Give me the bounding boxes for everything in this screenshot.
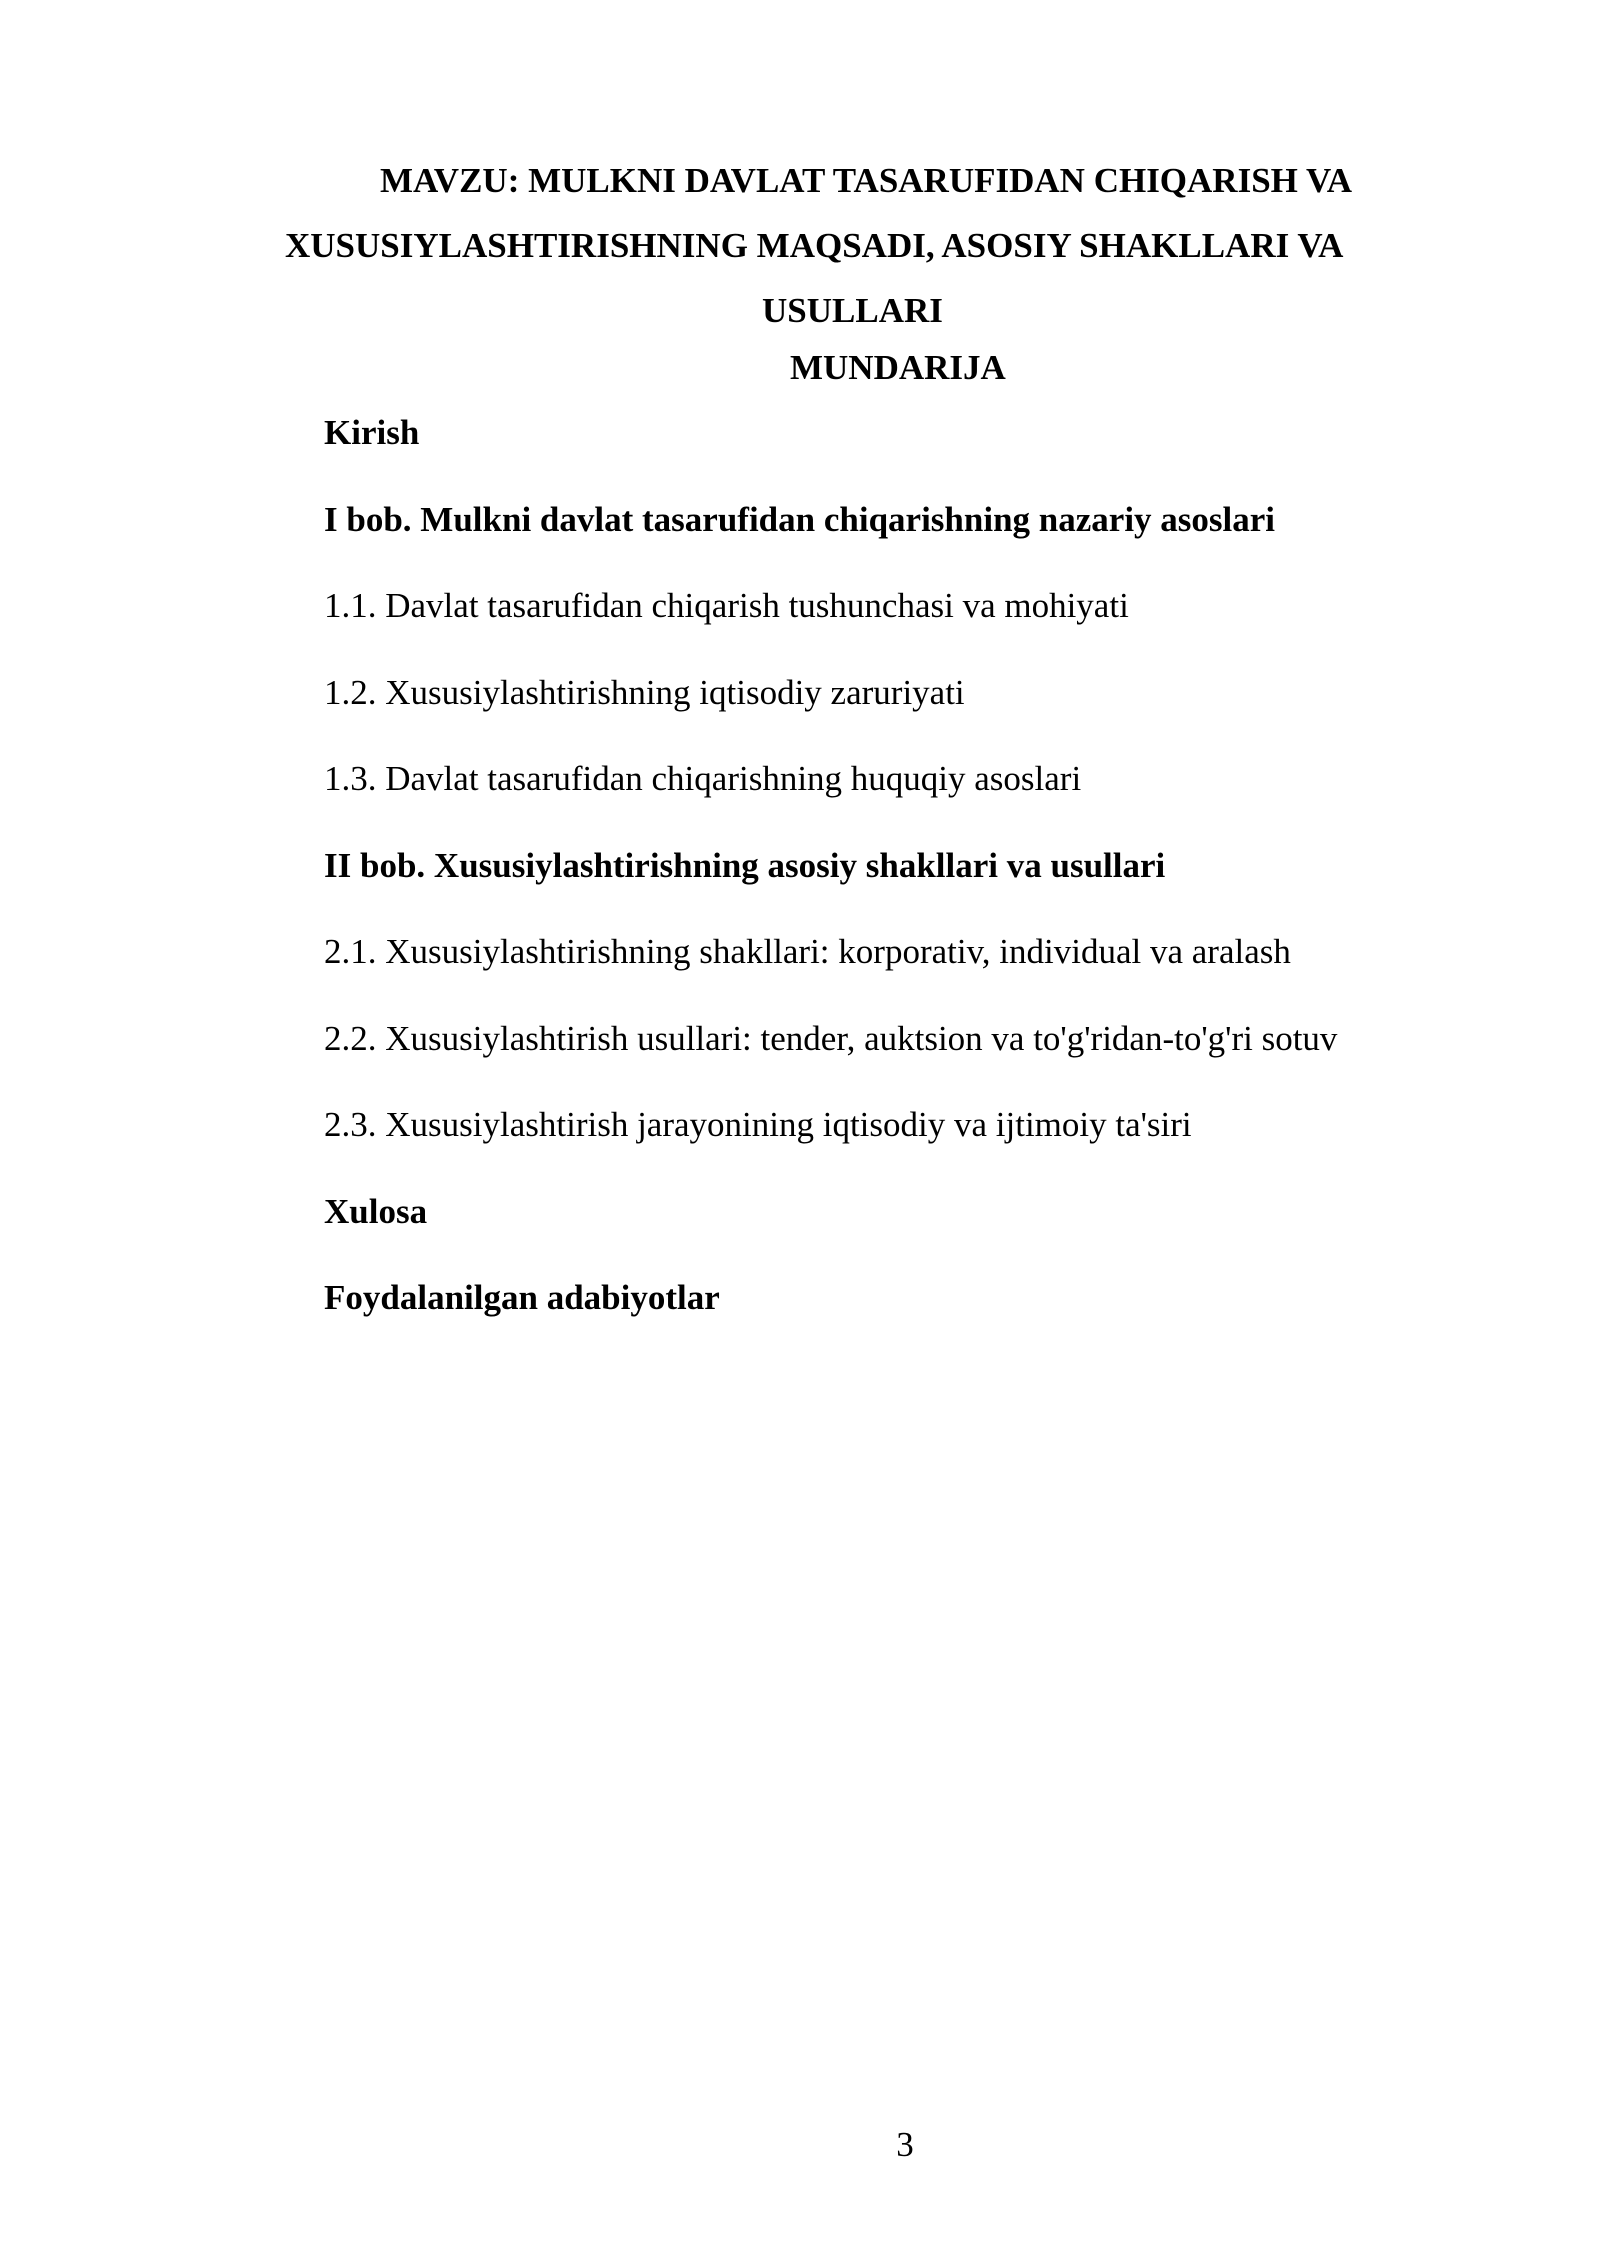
toc-item-conclusion: Xulosa xyxy=(324,1191,428,1231)
page-number: 3 xyxy=(896,2125,914,2164)
title-line-3: USULLARI xyxy=(762,291,943,330)
table-of-contents xyxy=(324,408,1504,1360)
title-line-2: XUSUSIYLASHTIRISHNING MAQSADI, ASOSIY SHAKLLARI VA xyxy=(285,226,1344,265)
toc-item-section-2-2: 2.2. Xususiylashtirish usullari: tender, auktsion va to'g'ridan-to'g'ri sotuv xyxy=(324,1018,1338,1058)
toc-item-chapter-2: II bob. Xususiylashtirishning asosiy shakllari va usullari xyxy=(324,845,1166,885)
toc-item-references: Foydalanilgan adabiyotlar xyxy=(324,1278,720,1317)
toc-item-section-1-1: 1.1. Davlat tasarufidan chiqarish tushunchasi va mohiyati xyxy=(324,586,1129,625)
toc-item-section-1-2: 1.2. Xususiylashtirishning iqtisodiy zaruriyati xyxy=(324,672,965,712)
toc-item-section-2-3: 2.3. Xususiylashtirish jarayonining iqtisodiy va ijtimoiy ta'siri xyxy=(324,1105,1192,1144)
toc-heading: MUNDARIJA xyxy=(790,348,1006,387)
toc-item-introduction: Kirish xyxy=(324,413,420,452)
title-line-1: MAVZU: MULKNI DAVLAT TASARUFIDAN CHIQARISH VA xyxy=(380,161,1353,200)
toc-item-section-2-1: 2.1. Xususiylashtirishning shakllari: korporativ, individual va aralash xyxy=(324,932,1291,971)
toc-item-chapter-1: I bob. Mulkni davlat tasarufidan chiqarishning nazariy asoslari xyxy=(324,499,1276,539)
document-title xyxy=(240,148,1480,343)
toc-item-section-1-3: 1.3. Davlat tasarufidan chiqarishning huquqiy asoslari xyxy=(324,759,1082,798)
